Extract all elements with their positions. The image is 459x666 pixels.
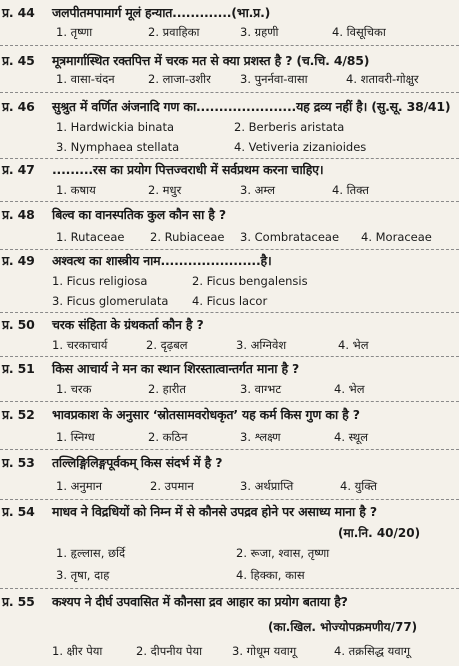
option-3: 3. Nymphaea stellata <box>56 140 180 154</box>
option-4: 4. Moraceae <box>361 230 432 244</box>
option-2: 2. कठिन <box>148 430 188 444</box>
question-number: प्र. 53 <box>2 455 35 470</box>
question-text: .........रस का प्रयोग पित्तज्वराधी में सर्वप्रथम करना चाहिए। <box>52 162 324 177</box>
option-3: 3. अम्ल <box>240 183 276 197</box>
option-3: 3. गोधूम यवागू <box>232 644 297 658</box>
option-2: 2. Rubiaceae <box>150 230 225 244</box>
divider <box>0 588 459 589</box>
divider <box>0 158 459 159</box>
divider <box>0 249 459 250</box>
divider <box>0 499 459 500</box>
option-4: 4. युक्ति <box>340 479 377 493</box>
question-number: प्र. 54 <box>2 504 35 519</box>
question-text: भावप्रकाश के अनुसार ‘स्रोतसामवरोधकृत’ यह कर्म किस गुण का है ? <box>52 407 360 422</box>
source-reference: (का.खिल. भोज्योपक्रमणीय/77) <box>268 620 418 634</box>
option-2: 2. उपमान <box>150 479 194 493</box>
option-2: 2. दृढ़बल <box>146 338 188 352</box>
question-text: किस आचार्य ने मन का स्थान शिरस्तात्वान्तर्गत माना है ? <box>52 361 300 376</box>
option-1: 1. कषाय <box>56 183 96 197</box>
option-1: 1. अनुमान <box>56 479 103 493</box>
option-4: 4. तक्रसिद्ध यवागू <box>334 644 411 658</box>
option-2: 2. हारीत <box>148 382 186 396</box>
question-number: प्र. 50 <box>2 317 35 332</box>
question-number: प्र. 47 <box>2 162 35 177</box>
option-4: 4. भेल <box>334 382 365 396</box>
option-3: 3. पुनर्नवा-वासा <box>240 72 308 86</box>
question-number: प्र. 52 <box>2 407 35 422</box>
option-2: 2. रूजा, श्वास, तृष्णा <box>236 546 330 560</box>
option-2: 2. Berberis aristata <box>234 120 345 134</box>
option-1: 1. वासा-चंदन <box>56 72 115 86</box>
option-3: 3. अर्थप्राप्ति <box>240 479 294 493</box>
option-1: 1. चरक <box>56 382 92 396</box>
option-1: 1. हृल्लास, छर्दि <box>56 546 126 560</box>
option-1: 1. तृष्णा <box>56 25 93 39</box>
question-text: चरक संहिता के ग्रंथकर्ता कौन है ? <box>52 317 204 332</box>
question-number: प्र. 55 <box>2 594 35 609</box>
option-4: 4. हिक्का, कास <box>236 568 305 582</box>
option-4: 4. भेल <box>338 338 369 352</box>
divider <box>0 401 459 402</box>
question-text: बिल्व का वानस्पतिक कुल कौन सा है ? <box>52 207 226 222</box>
source-reference: (मा.नि. 40/20) <box>338 526 421 540</box>
question-text: जलपीतमपामार्ग मूलं हन्यात.............(भा.प्र.) <box>52 5 271 20</box>
option-2: 2. लाजा-उशीर <box>148 72 211 86</box>
option-2: 2. दीपनीय पेया <box>136 644 203 658</box>
option-1: 1. स्निग्ध <box>56 430 95 444</box>
option-4: 4. तिक्त <box>332 183 369 197</box>
option-3: 3. ग्रहणी <box>240 25 279 39</box>
option-1: 1. क्षीर पेया <box>52 644 103 658</box>
question-text: मूत्रमार्गास्थित रक्तपित्त में चरक मत से क्या प्रशस्त है ? (च.चि. 4/85) <box>52 53 370 68</box>
divider <box>0 312 459 313</box>
option-2: 2. मधुर <box>148 183 182 197</box>
divider <box>0 201 459 202</box>
option-3: 3. तृषा, दाह <box>56 568 110 582</box>
option-4: 4. विसूचिका <box>332 25 386 39</box>
question-text: कश्यप ने दीर्घ उपवासित में कौनसा द्रव आहार का प्रयोग बताया है? <box>52 594 348 609</box>
question-text: तल्लिङ्गिलिङ्गपूर्वकम् किस संदर्भ में है ? <box>52 455 223 470</box>
option-1: 1. चरकाचार्य <box>52 338 108 352</box>
option-2: 2. प्रवाहिका <box>148 25 200 39</box>
option-4: 4. शतावरी-गोक्षुर <box>346 72 419 86</box>
divider <box>0 356 459 357</box>
question-number: प्र. 49 <box>2 253 35 268</box>
option-3: 3. श्लक्ष्ण <box>240 430 281 444</box>
divider <box>0 92 459 93</box>
option-1: 1. Hardwickia binata <box>56 120 175 134</box>
question-number: प्र. 48 <box>2 207 35 222</box>
question-text: अश्वत्थ का शास्त्रीय नाम......................है। <box>52 253 272 268</box>
question-number: प्र. 51 <box>2 361 35 376</box>
question-number: प्र. 46 <box>2 99 35 114</box>
question-number: प्र. 44 <box>2 5 35 20</box>
option-4: 4. स्थूल <box>334 430 369 444</box>
option-1: 1. Ficus religiosa <box>52 274 148 288</box>
question-number: प्र. 45 <box>2 53 35 68</box>
option-3: 3. वाग्भट <box>240 382 282 396</box>
question-text: सुश्रुत में वर्णित अंजनादि गण का......................यह द्रव्य नहीं है। (सु.सू. 38/41) <box>52 99 451 114</box>
divider <box>0 449 459 450</box>
option-1: 1. Rutaceae <box>56 230 125 244</box>
divider <box>0 45 459 46</box>
option-2: 2. Ficus bengalensis <box>192 274 308 288</box>
option-4: 4. Vetiveria zizanioides <box>234 140 367 154</box>
option-3: 3. Combrataceae <box>240 230 340 244</box>
option-3: 3. अग्निवेश <box>236 338 287 352</box>
option-3: 3. Ficus glomerulata <box>52 294 169 308</box>
option-4: 4. Ficus lacor <box>192 294 268 308</box>
question-text: माधव ने विद्रधियों को निम्न में से कौनसे उपद्रव होने पर असाध्य माना है ? <box>52 504 377 519</box>
